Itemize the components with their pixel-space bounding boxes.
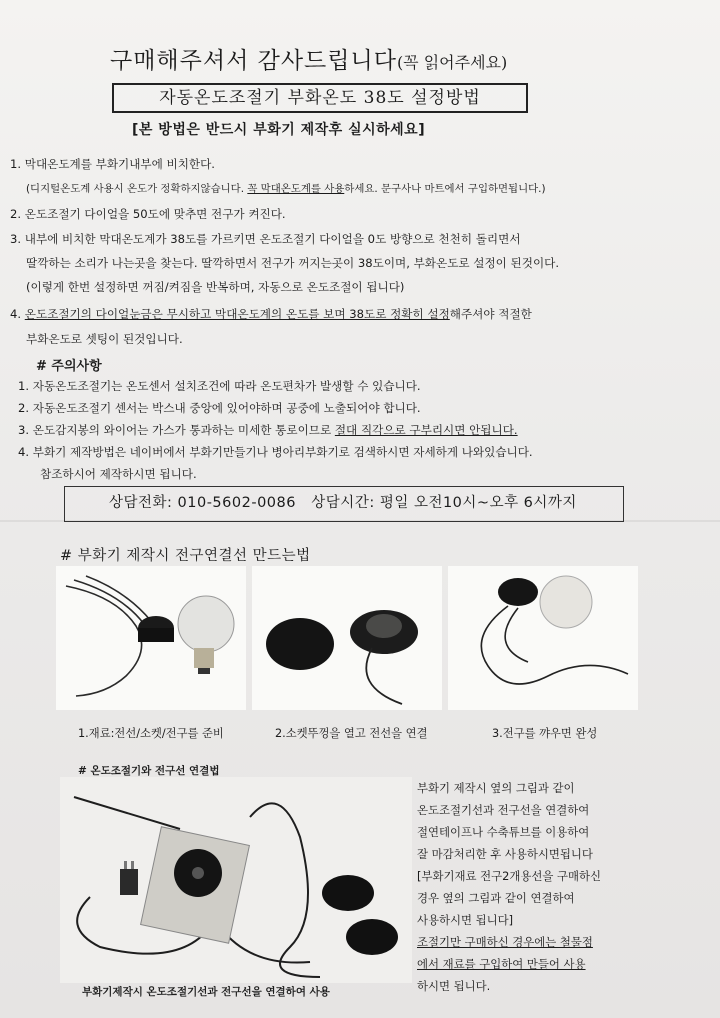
step-4-num: 4.	[10, 307, 25, 321]
connection-line: 사용하시면 됩니다]	[417, 913, 514, 927]
connection-photo-caption: 부화기제작시 온도조절기선과 전구선을 연결하여 사용	[82, 986, 330, 998]
caution-4-line-1: 4. 부화기 제작방법은 네이버에서 부화기만들기나 병아리부화기로 검색하시면 자세하게 나와있습니다.	[18, 445, 533, 459]
step-4-underline: 온도조절기의 다이얼눈금은 무시하고 막대온도계의 온도를 보며 38도로 정확히 설정	[24, 307, 450, 321]
step-2: 2. 온도조절기 다이얼을 50도에 맞추면 전구가 켜진다.	[10, 207, 286, 221]
caution-4-line-2: 참조하시어 제작하시면 됩니다.	[40, 467, 197, 481]
connection-line: 절연테이프나 수축튜브를 이용하여	[417, 825, 590, 839]
connection-instructions	[417, 777, 717, 997]
bulb-socket-icon	[266, 610, 418, 670]
connection-line: 경우 옆의 그림과 같이 연결하여	[417, 891, 575, 905]
caution-3-a: 3. 온도감지봉의 와이어는 가스가 통과하는 미세한 통로이므로	[18, 423, 335, 437]
connection-underline-1: 조절기만 구매하신 경우에는 철물점	[417, 935, 593, 949]
step-1-note-b: 하세요. 문구사나 마트에서 구입하면됩니다.)	[344, 183, 546, 195]
wiring-heading: # 부화기 제작시 전구연결선 만드는법	[60, 548, 311, 564]
contact-phone: 상담전화: 010-5602-0086	[109, 495, 296, 511]
wiring-caption-1: 1.재료:전선/소켓/전구를 준비	[78, 727, 224, 740]
bulb-socket-icon	[498, 578, 538, 606]
step-3-line-2: 딸깍하는 소리가 나는곳을 찾는다. 딸깍하면서 전구가 꺼지는곳이 38도이며, 부화온도로 설정이 된것이다.	[26, 256, 560, 270]
contact-box	[64, 486, 624, 522]
step-1-note-underline: 꼭 막대온도계를 사용	[247, 183, 345, 195]
photo-socket-open	[252, 566, 442, 710]
step-1: 1. 막대온도계를 부화기내부에 비치한다.	[10, 157, 215, 171]
step-3-line-1: 3. 내부에 비치한 막대온도계가 38도를 가르키면 온도조절기 다이얼을 0도 방향으로 천천히 돌리면서	[10, 232, 521, 246]
bulb-socket-icon	[138, 616, 174, 642]
light-bulb-icon	[540, 576, 592, 628]
step-4-line-1	[10, 306, 532, 322]
step-4-rest: 해주셔야 적절한	[449, 307, 532, 321]
step-1-note-a: (디지털온도계 사용시 온도가 정확하지않습니다.	[26, 183, 248, 195]
bulb-socket-icon	[322, 875, 398, 955]
caution-3	[18, 422, 518, 438]
wiring-caption-2: 2.소켓뚜껑을 열고 전선을 연결	[275, 727, 428, 740]
caution-heading: # 주의사항	[36, 359, 102, 374]
photo-materials	[56, 566, 246, 710]
photo-complete	[448, 566, 638, 710]
light-bulb-icon	[178, 596, 234, 674]
page-title	[110, 42, 590, 75]
caution-3-underline: 절대 직각으로 구부리시면 안됩니다.	[334, 423, 518, 437]
connection-heading: # 온도조절기와 전구선 연결법	[78, 765, 220, 777]
thermostat-dial-icon	[141, 827, 250, 944]
step-1-note	[26, 181, 546, 197]
wire-icon	[366, 648, 402, 704]
contact-hours: 상담시간: 평일 오전10시~오후 6시까지	[311, 495, 577, 511]
connection-line: [부화기재료 전구2개용선을 구매하신	[417, 869, 601, 883]
connection-underline-2: 에서 재료를 구입하여 만들어 사용	[417, 957, 586, 971]
step-3-line-3: (이렇게 한번 설정하면 꺼짐/켜짐을 반복하며, 자동으로 온도조절이 됩니다)	[26, 280, 405, 294]
caution-1: 1. 자동온도조절기는 온도센서 설치조건에 따라 온도편차가 발생할 수 있습니다.	[18, 379, 421, 393]
connection-line: 온도조절기선과 전구선을 연결하여	[417, 803, 590, 817]
title-main: 구매해주셔서 감사드립니다	[110, 48, 397, 74]
caution-2: 2. 자동온도조절기 센서는 박스내 중앙에 있어야하며 공중에 노출되어야 합니다.	[18, 401, 421, 415]
plug-icon	[120, 861, 138, 895]
notice-text: [본 방법은 반드시 부화기 제작후 실시하세요]	[132, 122, 426, 138]
photo-thermostat-connection	[60, 777, 412, 983]
connection-line: 부화기 제작시 옆의 그림과 같이	[417, 781, 575, 795]
step-4-line-2: 부화온도로 셋팅이 된것입니다.	[26, 332, 183, 346]
subtitle-box: 자동온도조절기 부화온도 38도 설정방법	[112, 83, 528, 113]
connection-last-line: 하시면 됩니다.	[417, 979, 491, 993]
title-note: (꼭 읽어주세요)	[396, 53, 508, 72]
wiring-caption-3: 3.전구를 꺄우면 완성	[492, 727, 598, 740]
connection-line: 잘 마감처리한 후 사용하시면됩니다	[417, 847, 593, 861]
